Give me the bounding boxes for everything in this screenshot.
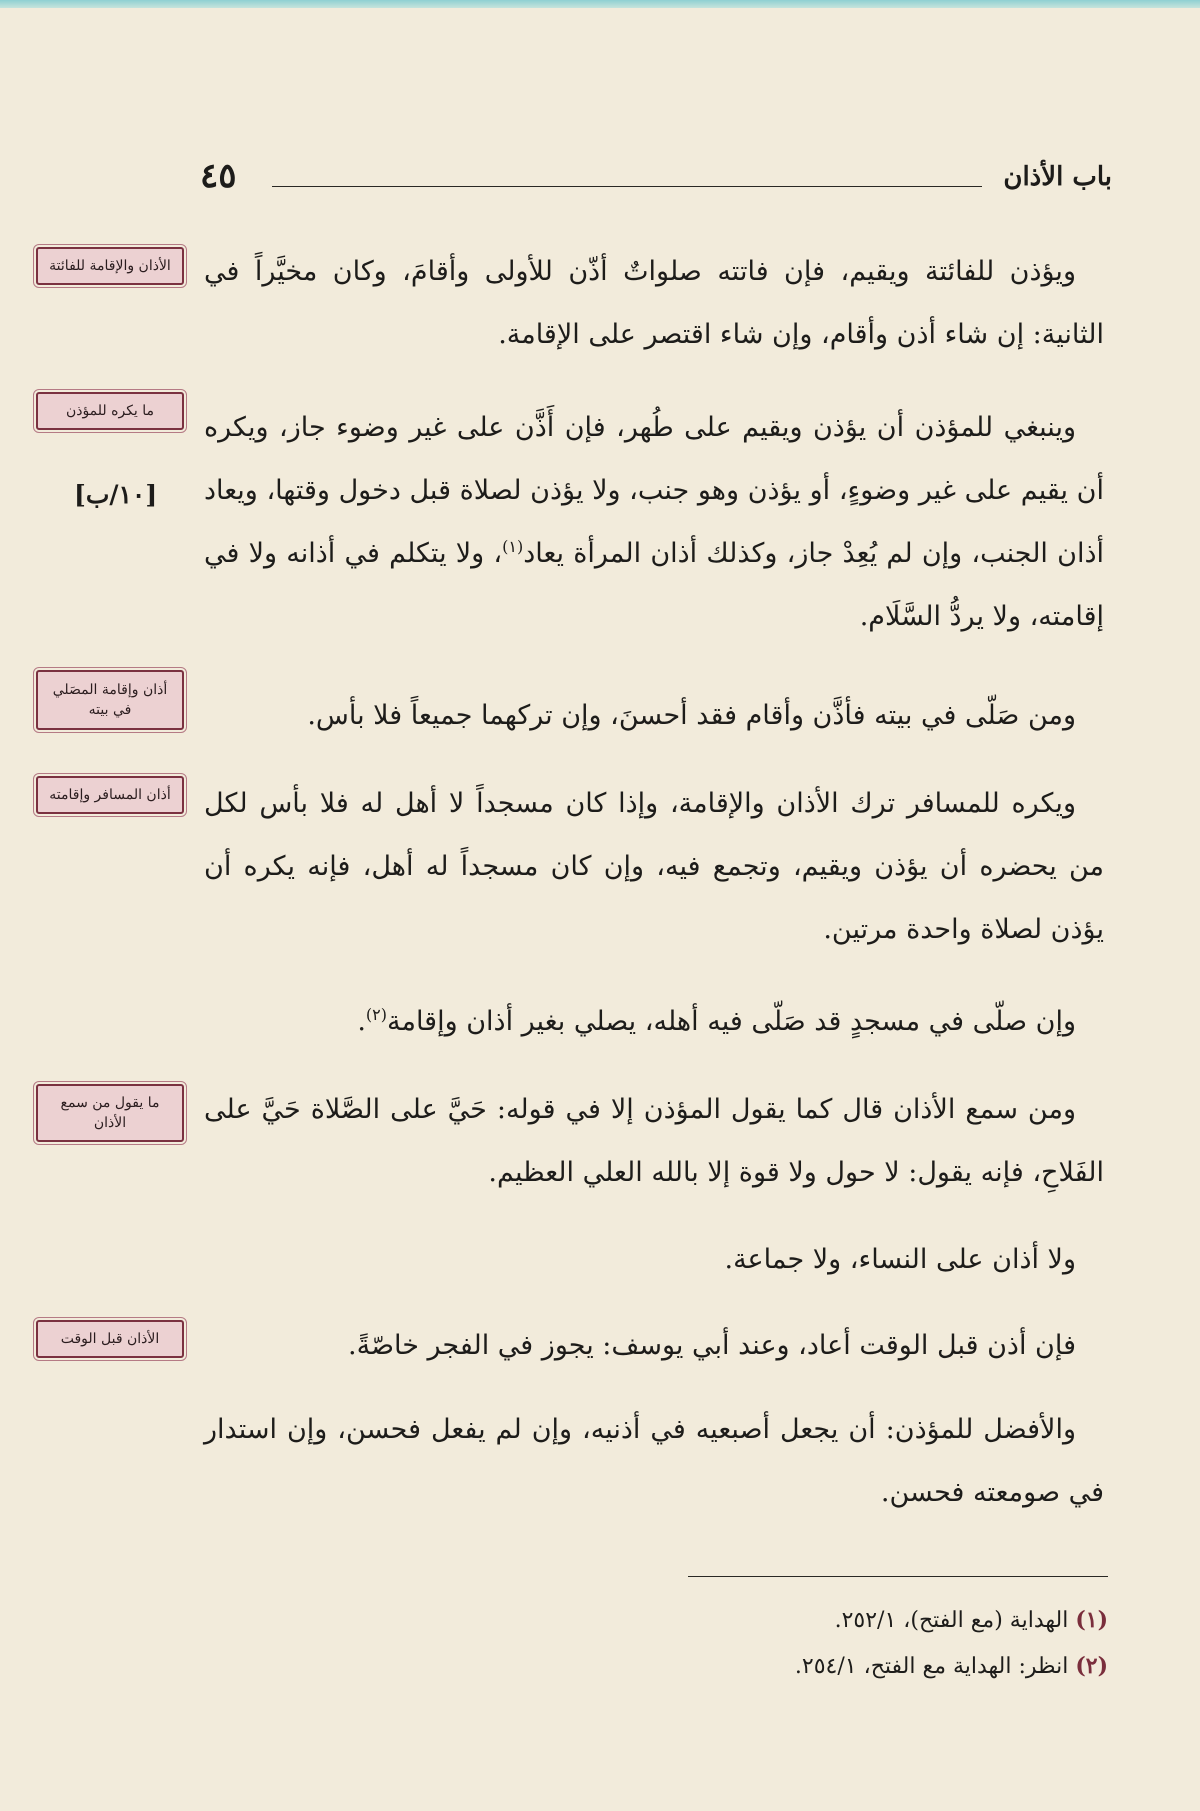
paragraph-text: ويكره للمسافر ترك الأذان والإقامة، وإذا كان مسجداً لا أهل له فلا بأس لكل من يحضره أن يؤذن ويقيم، وتجمع فيه، وإن كان مسجداً له أهل، فإنه يكره أن يؤذن لصلاة واحدة مرتين. xyxy=(204,788,1104,945)
footnote-text: انظر: الهداية مع الفتح، ٢٥٤/١. xyxy=(794,1654,1069,1679)
footnote-reference[interactable]: (١) xyxy=(502,537,524,556)
footnote-2 xyxy=(208,1650,1108,1683)
paragraph-text: ويؤذن للفائتة ويقيم، فإن فاتته صلواتٌ أذّن للأولى وأقامَ، وكان مخيَّراً في الثانية: إن شاء أذن وأقام، وإن شاء اقتصر على الإقامة. xyxy=(204,256,1104,350)
margin-note-traveler: أذان المسافر وإقامته xyxy=(36,776,184,814)
paragraph-7 xyxy=(204,1228,1104,1291)
paragraph-text: والأفضل للمؤذن: أن يجعل أصبعيه في أذنيه، وإن لم يفعل فحسن، وإن استدار في صومعته فحسن. xyxy=(204,1414,1104,1508)
paragraph-4 xyxy=(204,772,1104,961)
footnote-rule xyxy=(688,1576,1108,1577)
paragraph-text: ولا أذان على النساء، ولا جماعة. xyxy=(724,1244,1076,1275)
paragraph-text: ، ولا يتكلم في أذانه ولا في إقامته، ولا يردُّ السَّلَام. xyxy=(204,538,1104,632)
running-header xyxy=(200,156,1112,202)
paragraph-text: . xyxy=(357,1006,366,1037)
paragraph-text: وإن صلّى في مسجدٍ قد صَلّى فيه أهله، يصلي بغير أذان وإقامة xyxy=(387,1006,1076,1037)
margin-note-muezzin-disliked: ما يكره للمؤذن xyxy=(36,392,184,430)
paragraph-5 xyxy=(204,990,1104,1053)
paragraph-text: ومن سمع الأذان قال كما يقول المؤذن إلا في قوله: حَيَّ على الصَّلاة حَيَّ على الفَلاحِ، فإنه يقول: لا حول ولا قوة إلا بالله العلي العظيم. xyxy=(204,1094,1104,1188)
paragraph-2 xyxy=(204,396,1104,648)
paragraph-3 xyxy=(204,684,1104,747)
paragraph-8 xyxy=(204,1314,1104,1377)
footnote-number: (٢) xyxy=(1075,1653,1108,1679)
margin-note-before-time: الأذان قبل الوقت xyxy=(36,1320,184,1358)
paragraph-text: ومن صَلّى في بيته فأذَّن وأقام فقد أحسنَ، وإن تركهما جميعاً فلا بأس. xyxy=(307,700,1076,731)
paragraph-6 xyxy=(204,1078,1104,1204)
page-top-edge xyxy=(0,0,1200,8)
margin-note-missed-prayer: الأذان والإقامة للفائتة xyxy=(36,247,184,285)
margin-note-listener: ما يقول من سمع الأذان xyxy=(36,1084,184,1142)
paragraph-text: فإن أذن قبل الوقت أعاد، وعند أبي يوسف: يجوز في الفجر خاصّةً. xyxy=(348,1330,1076,1361)
page-number: ٤٥ xyxy=(200,156,237,196)
footnote-number: (١) xyxy=(1075,1607,1108,1633)
folio-marker: [١٠/ب] xyxy=(74,480,158,509)
paragraph-text: وينبغي للمؤذن أن يؤذن ويقيم على طُهر، فإن أَذَّن على غير وضوء جاز، ويكره أن يقيم على غير وضوءٍ، أو يؤذن وهو جنب، ولا يؤذن لصلاة قبل دخول وقتها، ويعاد أذان الجنب، وإن لم يُعِدْ جاز، وكذلك أذان المرأة يعاد xyxy=(204,412,1104,569)
footnote-reference[interactable]: (٢) xyxy=(365,1005,388,1024)
footnote-1 xyxy=(208,1604,1108,1637)
margin-note-home-prayer: أذان وإقامة المصَلي في بيته xyxy=(36,670,184,730)
header-rule xyxy=(272,186,982,187)
chapter-title: باب الأذان xyxy=(1003,162,1112,192)
paragraph-9 xyxy=(204,1398,1104,1524)
paragraph-1 xyxy=(204,240,1104,366)
footnote-text: الهداية (مع الفتح)، ٢٥٢/١. xyxy=(834,1608,1069,1633)
